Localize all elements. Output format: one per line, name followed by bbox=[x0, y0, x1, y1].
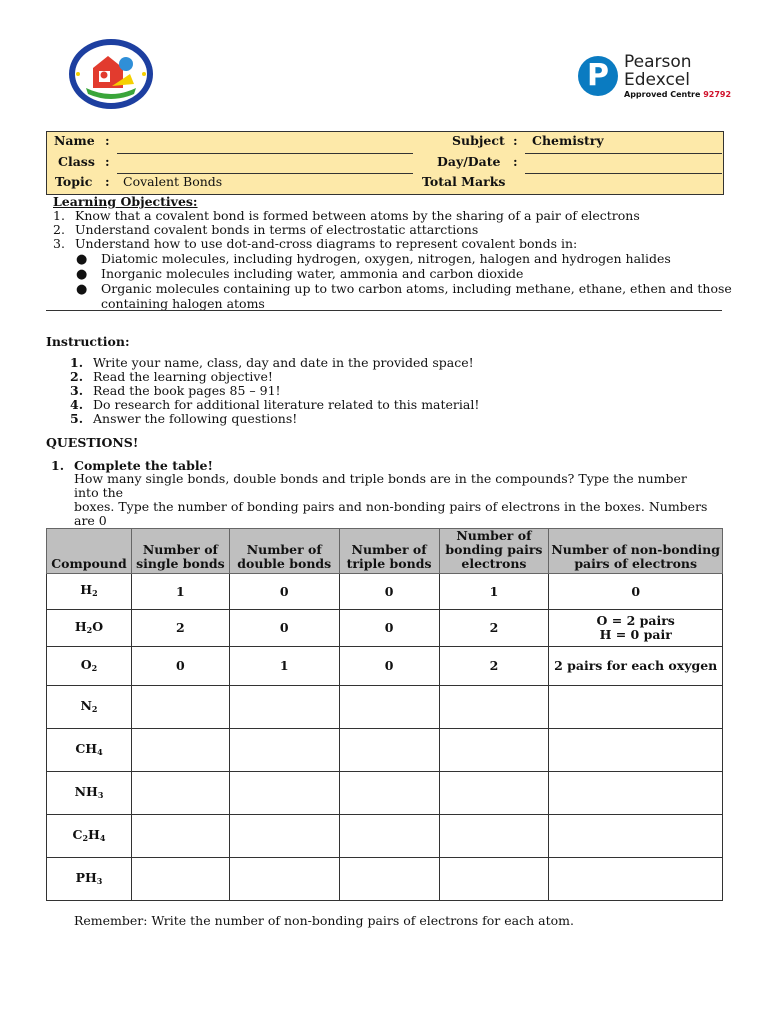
bonding-cell: 2 bbox=[439, 647, 549, 686]
double-cell[interactable] bbox=[229, 815, 339, 858]
single-cell: 2 bbox=[131, 610, 229, 647]
nonbonding-cell: 2 pairs for each oxygen bbox=[549, 647, 723, 686]
pearson-logo: P Pearson Edexcel Approved Centre 92792 bbox=[578, 54, 738, 104]
divider bbox=[46, 310, 722, 311]
nonbonding-cell[interactable] bbox=[549, 815, 723, 858]
nonbonding-cell[interactable] bbox=[549, 772, 723, 815]
table-row bbox=[47, 574, 723, 610]
single-cell[interactable] bbox=[131, 729, 229, 772]
question-text: How many single bonds, double bonds and triple bonds are in the compounds? Type the number into the boxes. Type the number of bonding pairs and non-bonding pairs of electrons in the boxes. Numbers are 0 bbox=[74, 471, 708, 528]
header-nonbonding-pairs: Number of non-bonding pairs of electrons bbox=[549, 529, 723, 574]
single-cell[interactable] bbox=[131, 772, 229, 815]
table-row bbox=[47, 772, 723, 815]
compound-cell: $NH_3$ bbox=[47, 772, 132, 815]
objective-bullet: ● Organic molecules containing up to two carbon atoms, including methane, ethane, ethen and those bbox=[76, 281, 732, 297]
bonding-cell[interactable] bbox=[439, 729, 549, 772]
header-triple-bonds: Number of triple bonds bbox=[339, 529, 439, 574]
question-title: Complete the table! bbox=[74, 458, 214, 473]
bullet-icon: ● bbox=[76, 252, 88, 267]
instruction-item: 2. Read the learning objective! bbox=[70, 369, 273, 384]
objectives-title: Learning Objectives: bbox=[53, 194, 198, 209]
approved-centre: Approved Centre 92792 bbox=[624, 90, 732, 99]
topic-label: Topic bbox=[55, 174, 93, 189]
table-row bbox=[47, 686, 723, 729]
table-row bbox=[47, 729, 723, 772]
double-cell: 0 bbox=[229, 574, 339, 610]
subject-label: Subject bbox=[452, 133, 505, 148]
daydate-field[interactable] bbox=[525, 173, 722, 174]
objective-bullet: ● Diatomic molecules, including hydrogen, oxygen, nitrogen, halogen and hydrogen halides bbox=[76, 251, 671, 267]
double-cell[interactable] bbox=[229, 686, 339, 729]
centre-number: 92792 bbox=[703, 90, 732, 99]
objective-item: 3. Understand how to use dot-and-cross diagrams to represent covalent bonds in: bbox=[53, 236, 578, 251]
header-bonding-pairs: Number of bonding pairs electrons bbox=[439, 529, 549, 574]
table-row bbox=[47, 858, 723, 901]
class-label: Class bbox=[58, 154, 95, 169]
bonds-table bbox=[46, 528, 723, 901]
student-info-box: Name : Class : Topic : Covalent Bonds Subject : Chemistry Day/Date : Total Marks bbox=[46, 131, 724, 195]
bullet-icon: ● bbox=[76, 282, 88, 297]
question-number: 1. bbox=[51, 458, 65, 473]
header-double-bonds: Number of double bonds bbox=[229, 529, 339, 574]
triple-cell: 0 bbox=[339, 647, 439, 686]
single-cell[interactable] bbox=[131, 815, 229, 858]
daydate-label: Day/Date bbox=[437, 154, 501, 169]
instruction-title: Instruction: bbox=[46, 334, 130, 349]
bullet-icon: ● bbox=[76, 267, 88, 282]
bonding-cell: 2 bbox=[439, 610, 549, 647]
single-cell[interactable] bbox=[131, 686, 229, 729]
name-label: Name bbox=[54, 133, 95, 148]
triple-cell[interactable] bbox=[339, 772, 439, 815]
compound-cell: $CH_4$ bbox=[47, 729, 132, 772]
questions-title: QUESTIONS! bbox=[46, 435, 139, 450]
pearson-name: Pearson bbox=[624, 52, 692, 72]
nonbonding-cell: 0 bbox=[549, 574, 723, 610]
double-cell[interactable] bbox=[229, 858, 339, 901]
header-compound: Compound bbox=[47, 529, 132, 574]
bonding-cell[interactable] bbox=[439, 815, 549, 858]
bonding-cell[interactable] bbox=[439, 858, 549, 901]
bonding-cell[interactable] bbox=[439, 686, 549, 729]
single-cell[interactable] bbox=[131, 858, 229, 901]
objective-bullet-cont: containing halogen atoms bbox=[101, 296, 265, 311]
compound-cell: $H_2O$ bbox=[47, 610, 132, 647]
bonding-cell[interactable] bbox=[439, 772, 549, 815]
instruction-item: 4. Do research for additional literature related to this material! bbox=[70, 397, 480, 412]
single-cell: 0 bbox=[131, 647, 229, 686]
school-crest-icon bbox=[68, 38, 154, 110]
totalmarks-label: Total Marks bbox=[422, 174, 506, 189]
double-cell: 0 bbox=[229, 610, 339, 647]
subject-value: Chemistry bbox=[532, 133, 604, 148]
double-cell[interactable] bbox=[229, 772, 339, 815]
nonbonding-cell[interactable] bbox=[549, 858, 723, 901]
header-single-bonds: Number of single bonds bbox=[131, 529, 229, 574]
remember-note: Remember: Write the number of non-bonding pairs of electrons for each atom. bbox=[74, 913, 574, 928]
triple-cell[interactable] bbox=[339, 686, 439, 729]
double-cell[interactable] bbox=[229, 729, 339, 772]
compound-cell: $C_2H_4$ bbox=[47, 815, 132, 858]
table-row bbox=[47, 647, 723, 686]
pearson-edexcel: Edexcel bbox=[624, 70, 690, 90]
triple-cell[interactable] bbox=[339, 815, 439, 858]
single-cell: 1 bbox=[131, 574, 229, 610]
triple-cell[interactable] bbox=[339, 729, 439, 772]
triple-cell: 0 bbox=[339, 574, 439, 610]
instruction-item: 1. Write your name, class, day and date in the provided space! bbox=[70, 355, 474, 370]
nonbonding-cell: O = 2 pairs H = 0 pair bbox=[549, 610, 723, 647]
double-cell: 1 bbox=[229, 647, 339, 686]
table-row bbox=[47, 815, 723, 858]
compound-cell: $PH_3$ bbox=[47, 858, 132, 901]
name-field[interactable] bbox=[117, 153, 413, 154]
instruction-item: 5. Answer the following questions! bbox=[70, 411, 298, 426]
objective-item: 1. Know that a covalent bond is formed between atoms by the sharing of a pair of electrons bbox=[53, 208, 640, 223]
compound-cell: $H_2$ bbox=[47, 574, 132, 610]
triple-cell: 0 bbox=[339, 610, 439, 647]
objective-item: 2. Understand covalent bonds in terms of electrostatic attarctions bbox=[53, 222, 479, 237]
compound-cell: $N_2$ bbox=[47, 686, 132, 729]
table-header-row bbox=[47, 529, 723, 574]
instruction-item: 3. Read the book pages 85 – 91! bbox=[70, 383, 281, 398]
nonbonding-cell[interactable] bbox=[549, 686, 723, 729]
nonbonding-cell[interactable] bbox=[549, 729, 723, 772]
table-row bbox=[47, 610, 723, 647]
compound-cell: $O_2$ bbox=[47, 647, 132, 686]
topic-value: Covalent Bonds bbox=[123, 174, 223, 189]
objective-bullet: ● Inorganic molecules including water, ammonia and carbon dioxide bbox=[76, 266, 524, 282]
triple-cell[interactable] bbox=[339, 858, 439, 901]
bonding-cell: 1 bbox=[439, 574, 549, 610]
